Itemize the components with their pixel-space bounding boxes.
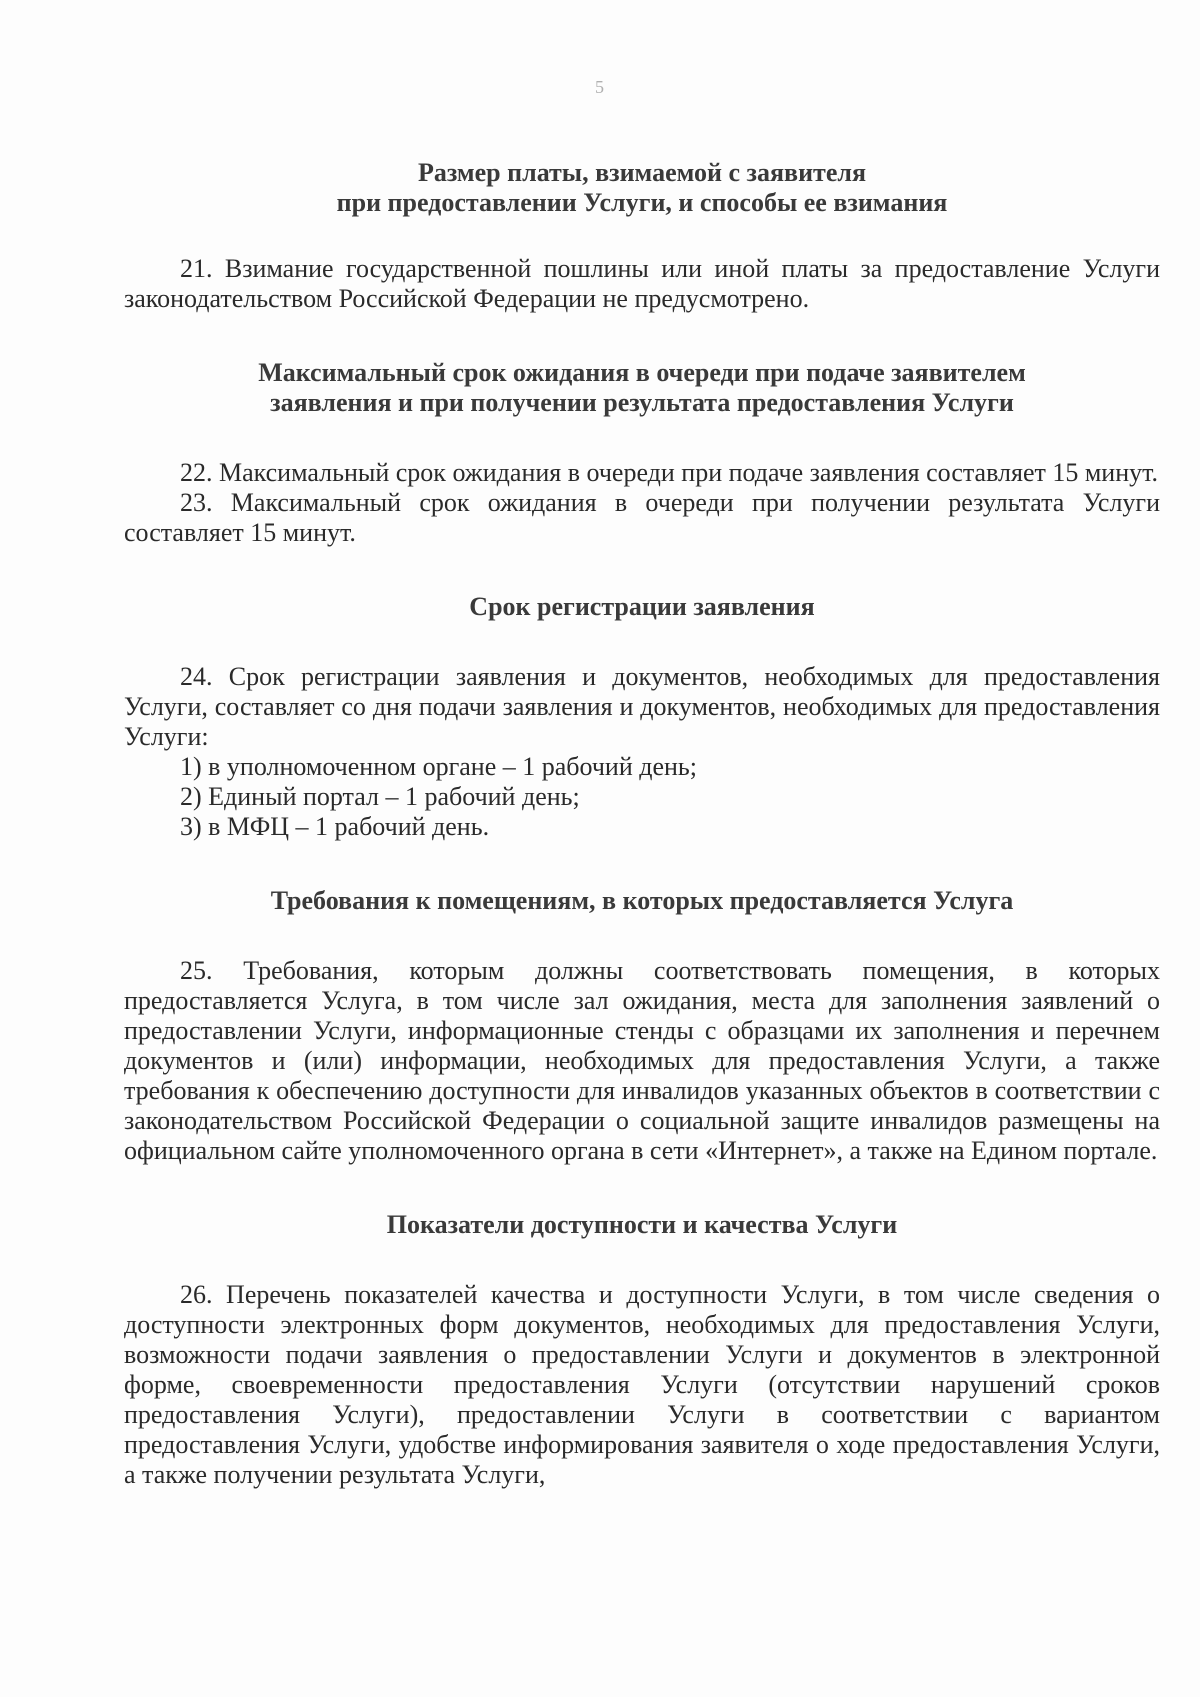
section-title-line: при предоставлении Услуги, и способы ее взимания (336, 188, 948, 217)
section-title-line: Размер платы, взимаемой с заявителя (417, 158, 867, 187)
section-title-premises (124, 886, 1160, 916)
paragraph-25: 25. Требования, которым должны соответствовать помещения, в которых предоставляется Услуга, в том числе зал ожидания, места для заполнения заявлений о предоставлении Услуги, информационные стенды с образцами их заполнения и перечнем документов и (или) информации, необходимых для предоставления Услуги, а также требования к обеспечению доступности для инвалидов указанных объектов в соответствии с законодательством Российской Федерации о социальной защите инвалидов размещены на официальном сайте уполномоченного органа в сети «Интернет», а также на Едином портале. (124, 956, 1160, 1165)
section-title-line: Срок регистрации заявления (469, 592, 815, 621)
list-item: 3) в МФЦ – 1 рабочий день. (180, 812, 490, 841)
paragraph-24: 24. Срок регистрации заявления и документов, необходимых для предоставления Услуги, составляет со дня подачи заявления и документов, необходимых для предоставления Услуги: (124, 662, 1160, 751)
paragraph-21: 21. Взимание государственной пошлины или иной платы за предоставление Услуги законодательством Российской Федерации не предусмотрено. (124, 254, 1160, 313)
section-title-registration (124, 592, 1160, 622)
page-number: 5 (595, 77, 605, 97)
list-item: 1) в уполномоченном органе – 1 рабочий день; (180, 752, 698, 781)
section-title-line: Максимальный срок ожидания в очереди при подаче заявителем (258, 358, 1026, 387)
paragraph-26: 26. Перечень показателей качества и доступности Услуги, в том числе сведения о доступности электронных форм документов, необходимых для предоставления Услуги, возможности подачи заявления о предоставлении Услуги и документов в электронной форме, своевременности предоставления Услуги (отсутствии нарушений сроков предоставления Услуги), предоставлении Услуги в соответствии с вариантом предоставления Услуги, удобстве информирования заявителя о ходе предоставления Услуги, а также получении результата Услуги, (124, 1280, 1160, 1489)
section-title-line: заявления и при получении результата предоставления Услуги (270, 388, 1014, 417)
section-title-queue-time (124, 358, 1160, 418)
section-title-fee (124, 158, 1160, 218)
paragraph-23: 23. Максимальный срок ожидания в очереди при получении результата Услуги составляет 15 минут. (124, 488, 1160, 547)
list-item: 2) Единый портал – 1 рабочий день; (180, 782, 580, 811)
section-title-line: Показатели доступности и качества Услуги (386, 1210, 898, 1239)
section-title-line: Требования к помещениям, в которых предоставляется Услуга (270, 886, 1014, 915)
document-body (124, 158, 1160, 1490)
paragraph-22: 22. Максимальный срок ожидания в очереди при подаче заявления составляет 15 минут. (180, 458, 1159, 487)
section-title-quality (124, 1210, 1160, 1240)
